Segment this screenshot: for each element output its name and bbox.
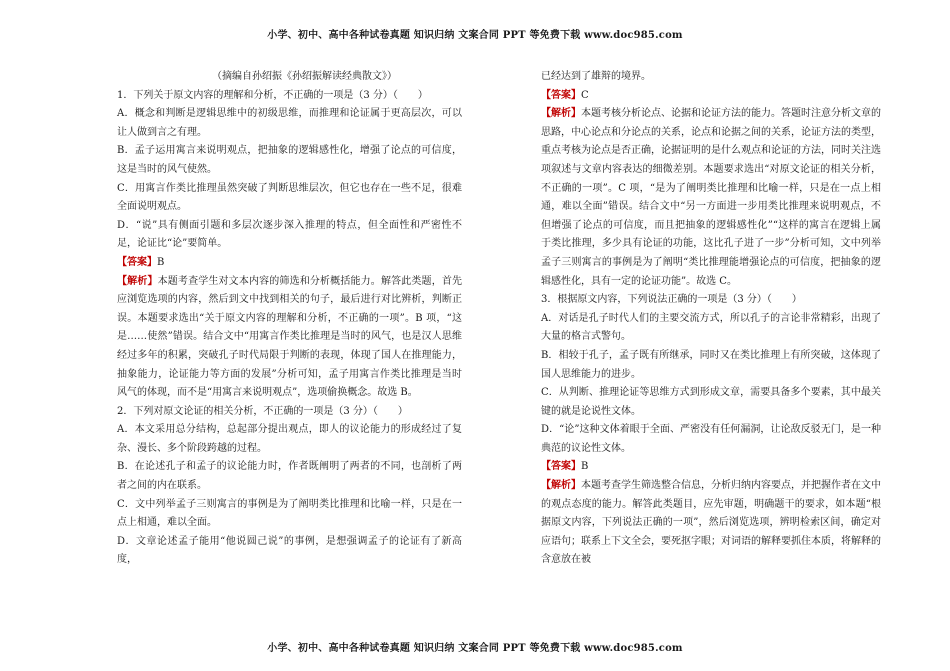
q2-option-a: A．本文采用总分结构，总起部分提出观点，即人的议论能力的形成经过了复杂、漫长、多个阶段跨越的过程。 xyxy=(117,424,462,454)
explanation-label: 【解析】 xyxy=(541,108,581,120)
q1-option-a: A．概念和判断是逻辑思维中的初级思维，而推理和论证属于更高层次，可以让人做到言之有理。 xyxy=(117,108,462,138)
answer-3 xyxy=(541,458,881,477)
answer-1 xyxy=(117,254,462,273)
answer-label: 【答案】 xyxy=(117,256,157,268)
left-column xyxy=(117,68,462,570)
q2-option-c: C．文中列举孟子三则寓言的事例是为了阐明类比推理和比喻一样，只是在一点上相通，难以全面。 xyxy=(117,498,462,529)
source-citation: （摘编自孙绍振《孙绍振解读经典散文》） xyxy=(212,71,397,82)
explanation-text: 本题考查学生筛选整合信息，分析归纳内容要点，并把握作者在文中的观点态度的能力。解答此类题目，应先审题，明确题干的要求，如本题“根据原文内容，下列说法正确的一项”，然后浏览选项，辨明检索区间，确定对应语句；联系上下文全会，要死抠字眼；对词语的解释要抓住本质，将解释的含意放在被 xyxy=(541,480,881,566)
answer-label: 【答案】 xyxy=(541,89,581,101)
q2-option-d-continued: 已经达到了雄辩的境界。 xyxy=(541,71,651,82)
explanation-text: 本题考核分析论点、论据和论证方法的能力。答题时注意分析文章的思路，中心论点和分论点的关系，论点和论据之间的关系，论证方法的类型，重点考核为论点是否正确，论据证明的是什么观点和论证的方法，同时关注选项叙述与文章内容表达的细微差别。本题要求选出“对原文论证的相关分析，不正确的一项”。C 项，“是为了阐明类比推理和比喻一样，只是在一点上相通，难以全面”错误。结合文中“另一方面进一步用类比推理来说明观点，不但增强了论点的可信度，而且把抽象的逻辑感性化”“这样的寓言在逻辑上属于类比推理，多少具有论证的功能，这比孔子进了一步”分析可知，文中列举孟子三则寓言的事例是为了阐明“类比推理能增强论点的可信度，把抽象的逻辑感性化，具有一定的论证功能”。故选 C。 xyxy=(541,108,881,287)
explanation-text: 本题考查学生对文本内容的筛选和分析概括能力。解答此类题，首先应浏览选项的内容，然后到文中找到相关的句子，最后进行对比辨析，判断正误。本题要求选出“关于原文内容的理解和分析，不正确的一项”。B 项，“这是……使然”错误。结合文中“用寓言作类比推理是当时的风气，也是汉人思维经过多年的积累，突破孔子时代局限于判断的表现，体现了国人在推理能力，抽象能力，论证能力等方面的发展”分析可知，孟子用寓言作类比推理是当时风气的体现，而不是“用寓言来说明观点”，选项偷换概念。故选 B。 xyxy=(117,275,463,399)
page-footer: 小学、初中、高中各种试卷真题 知识归纳 文案合同 PPT 等免费下载 www.doc985.com xyxy=(267,643,683,654)
question-2: 2．下列对原文论证的相关分析，不正确的一项是（3 分）（ ） xyxy=(117,405,408,417)
answer-value: C xyxy=(581,89,589,101)
q3-option-d: D．“论”这种文体着眼于全面、严密没有任何漏洞，让论敌反驳无门，是一种典范的议论性文体。 xyxy=(541,424,881,454)
q1-option-b: B．孟子运用寓言来说明观点，把抽象的逻辑感性化，增强了论点的可信度，这是当时的风气使然。 xyxy=(117,145,462,175)
q2-option-b: B．在论述孔子和孟子的议论能力时，作者既阐明了两者的不同，也剖析了两者之间的内在联系。 xyxy=(117,461,462,492)
q3-option-b: B．相较于孔子，孟子既有所继承，同时又在类比推理上有所突破，这体现了国人思维能力的进步。 xyxy=(541,349,881,380)
question-3: 3．根据原文内容，下列说法正确的一项是（3 分）（ ） xyxy=(541,294,802,306)
q1-option-c: C．用寓言作类比推理虽然突破了判断思维层次，但它也存在一些不足，很难全面说明观点。 xyxy=(117,182,462,213)
question-1: 1．下列关于原文内容的理解和分析，不正确的一项是（3 分）（ ） xyxy=(117,89,428,101)
answer-value: B xyxy=(157,256,165,268)
q1-option-d: D．“说”具有侧面引题和多层次逐步深入推理的特点，但全面性和严密性不足，论证比“论”要简单。 xyxy=(117,219,462,250)
explanation-2 xyxy=(541,105,881,291)
explanation-1 xyxy=(117,273,462,403)
q2-option-d: D．文章论述孟子能用“他说圆己说”的事例，是想强调孟子的论证有了新高度， xyxy=(117,535,462,566)
answer-2 xyxy=(541,87,881,106)
right-column xyxy=(541,68,881,570)
q3-option-a: A．对话是孔子时代人们的主要交流方式，所以孔子的言论非常精彩，出现了大量的格言式警句。 xyxy=(541,312,881,343)
explanation-3 xyxy=(541,477,881,570)
answer-label: 【答案】 xyxy=(541,461,581,473)
explanation-label: 【解析】 xyxy=(541,480,581,492)
answer-value: B xyxy=(581,461,589,473)
explanation-label: 【解析】 xyxy=(117,275,158,287)
q3-option-c: C．从判断、推理论证等思维方式到形成文章，需要具备多个要素，其中最关键的就是论说性文体。 xyxy=(541,387,881,417)
page-header: 小学、初中、高中各种试卷真题 知识归纳 文案合同 PPT 等免费下载 www.doc985.com xyxy=(267,30,683,41)
